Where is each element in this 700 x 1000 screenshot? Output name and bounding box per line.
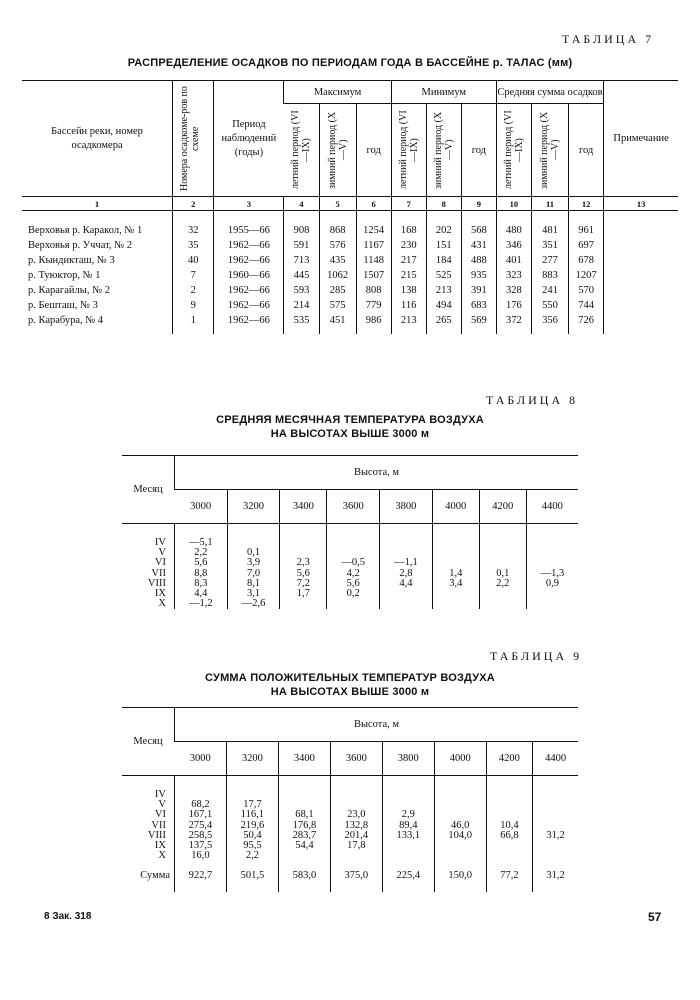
basin-name: р. Бешташ, № 3 (28, 300, 98, 311)
observation-period: 1955—66 (214, 211, 284, 239)
basin-name: Верховья р. Уччат, № 2 (28, 240, 133, 251)
col-number: 7 (391, 197, 426, 211)
value-cell: —1,3 (540, 567, 565, 579)
value-cell (480, 548, 526, 558)
value-cell: 283,7 (292, 829, 317, 841)
value-cell: 356 (531, 313, 568, 334)
note-cell (604, 268, 678, 283)
month-label: IV (154, 537, 166, 548)
value-cell: 68,2 (191, 799, 210, 811)
table8-month-header: Месяц (122, 456, 175, 524)
value-cell (487, 790, 532, 800)
table-row (22, 298, 678, 313)
height-header: 3400 (280, 490, 327, 524)
table-row (22, 313, 678, 334)
value-cell (527, 599, 578, 609)
value-cell: 391 (461, 283, 496, 298)
value-cell (433, 589, 479, 599)
value-cell: 2,8 (399, 567, 413, 579)
height-column-cell (479, 524, 526, 610)
value-cell: 176 (496, 298, 531, 313)
sum-value: 583,0 (278, 861, 330, 891)
value-cell: 935 (461, 268, 496, 283)
height-header: 4000 (434, 742, 486, 776)
value-cell (380, 538, 432, 548)
value-cell (480, 599, 526, 609)
value-cell: 0,1 (246, 547, 261, 559)
header-max-winter: зимний период (X—V) (319, 104, 356, 197)
value-cell (533, 810, 578, 820)
value-cell: 1,7 (296, 587, 310, 599)
table8-title-line1: СРЕДНЯЯ МЕСЯЧНАЯ ТЕМПЕРАТУРА ВОЗДУХА (216, 414, 484, 426)
value-cell: 908 (284, 211, 319, 239)
value-cell: —0,5 (341, 557, 366, 569)
table9-month-header: Месяц (122, 708, 175, 776)
value-cell: 431 (461, 238, 496, 253)
month-label: IX (154, 587, 166, 599)
value-cell: —1,2 (189, 598, 213, 610)
value-cell: 66,8 (500, 829, 519, 841)
table7-label: ТАБЛИЦА 7 (562, 32, 655, 46)
value-cell: 2,2 (194, 547, 208, 559)
value-cell (480, 538, 526, 548)
value-cell: 8,1 (246, 577, 261, 589)
value-cell: 4,2 (346, 567, 360, 579)
sum-value: 31,2 (533, 861, 578, 891)
header-period: Период наблюдений (годы) (214, 81, 284, 197)
value-cell: 351 (531, 238, 568, 253)
value-cell: 151 (426, 238, 461, 253)
value-cell: 494 (426, 298, 461, 313)
value-cell: 744 (569, 298, 604, 313)
value-cell: 451 (319, 313, 356, 334)
value-cell: 265 (426, 313, 461, 334)
col-number: 10 (496, 197, 531, 211)
col-number: 2 (173, 197, 214, 211)
month-label: X (158, 850, 166, 862)
value-cell (433, 599, 479, 609)
value-cell: 683 (461, 298, 496, 313)
value-cell (383, 790, 434, 800)
value-cell (280, 538, 326, 548)
value-cell: 569 (461, 313, 496, 334)
gauge-number: 7 (173, 268, 214, 283)
header-max-summer: летний период (VI—IX) (290, 110, 313, 190)
value-cell: 1207 (569, 268, 604, 283)
value-cell: 176,8 (292, 819, 317, 831)
table8-label: ТАБЛИЦА 8 (486, 393, 579, 407)
sum-value: 77,2 (486, 861, 532, 891)
header-note: Примечание (604, 81, 678, 197)
observation-period: 1960—66 (214, 268, 284, 283)
value-cell (435, 790, 486, 800)
value-cell: 1167 (356, 238, 391, 253)
value-cell: 219,6 (240, 819, 265, 831)
height-header: 3600 (330, 742, 382, 776)
value-cell: 46,0 (451, 819, 470, 831)
height-column-cell (432, 524, 479, 610)
col-number: 6 (356, 197, 391, 211)
header-gauge-no: Номера осадкоме-ров по схеме (173, 81, 214, 197)
height-header: 3200 (226, 742, 278, 776)
value-cell: 568 (461, 211, 496, 239)
height-header: 4400 (526, 490, 578, 524)
height-column-cell (382, 776, 434, 862)
value-cell: 10,4 (500, 819, 519, 831)
height-header: 4000 (432, 490, 479, 524)
month-label: VI (154, 809, 166, 821)
value-cell: 137,5 (188, 839, 213, 851)
value-cell: 17,8 (347, 839, 366, 851)
sum-label: Сумма (140, 870, 170, 882)
gauge-number: 9 (173, 298, 214, 313)
header-min-year: год (461, 104, 496, 197)
height-column-cell (175, 776, 227, 862)
value-cell (279, 790, 330, 800)
value-cell: 1507 (356, 268, 391, 283)
value-cell: 593 (284, 283, 319, 298)
value-cell: 184 (426, 253, 461, 268)
gauge-number: 40 (173, 253, 214, 268)
value-cell: 1062 (319, 268, 356, 283)
value-cell (380, 599, 432, 609)
height-header: 3400 (278, 742, 330, 776)
month-label: VI (154, 557, 166, 569)
value-cell (433, 548, 479, 558)
height-column-cell (330, 776, 382, 862)
value-cell: 116 (391, 298, 426, 313)
gauge-number: 35 (173, 238, 214, 253)
value-cell: 591 (284, 238, 319, 253)
value-cell: 116,1 (240, 809, 265, 821)
header-max: Максимум (284, 81, 391, 104)
value-cell: 488 (461, 253, 496, 268)
value-cell: 213 (426, 283, 461, 298)
value-cell: 2,2 (245, 850, 259, 862)
month-list-cell (122, 524, 175, 610)
value-cell: 779 (356, 298, 391, 313)
sum-value: 225,4 (382, 861, 434, 891)
header-min-winter: зимний период (X—V) (426, 104, 461, 197)
month-label: V (158, 547, 166, 559)
value-cell: 89,4 (399, 819, 418, 831)
value-cell: 8,8 (194, 567, 208, 579)
month-label: X (158, 598, 166, 610)
month-label: VII (151, 567, 166, 579)
value-cell: 241 (531, 283, 568, 298)
value-cell: 7,2 (296, 577, 310, 589)
height-column-cell (434, 776, 486, 862)
month-label: IX (154, 839, 166, 851)
value-cell: 346 (496, 238, 531, 253)
value-cell: 883 (531, 268, 568, 283)
header-avg: Средняя сумма осадков (496, 81, 603, 104)
value-cell: 31,2 (546, 829, 565, 841)
table-row (22, 268, 678, 283)
col-number: 3 (214, 197, 284, 211)
value-cell: 5,6 (296, 567, 310, 579)
gauge-number: 2 (173, 283, 214, 298)
value-cell: 285 (319, 283, 356, 298)
value-cell: 68,1 (295, 809, 314, 821)
height-header: 3800 (382, 742, 434, 776)
table8-title-line2: НА ВЫСОТАХ ВЫШЕ 3000 м (270, 428, 430, 440)
sum-value: 501,5 (226, 861, 278, 891)
value-cell (435, 841, 486, 851)
value-cell: 525 (426, 268, 461, 283)
col-number: 13 (604, 197, 678, 211)
month-label: IV (154, 789, 166, 800)
col-number: 9 (461, 197, 496, 211)
height-column-cell (380, 524, 433, 610)
col-number: 1 (22, 197, 173, 211)
month-label: VII (151, 819, 166, 831)
header-max-year: год (356, 104, 391, 197)
table-row (22, 211, 678, 239)
value-cell: 576 (319, 238, 356, 253)
value-cell (327, 538, 379, 548)
value-cell: 401 (496, 253, 531, 268)
value-cell: 258,5 (188, 829, 213, 841)
value-cell (383, 841, 434, 851)
value-cell: 217 (391, 253, 426, 268)
observation-period: 1962—66 (214, 313, 284, 334)
height-column-cell (526, 524, 578, 610)
basin-name: р. Карабура, № 4 (28, 315, 104, 326)
value-cell: 3,4 (449, 577, 463, 589)
value-cell: 808 (356, 283, 391, 298)
value-cell: 535 (284, 313, 319, 334)
note-cell (604, 211, 678, 239)
value-cell: 3,9 (246, 557, 261, 569)
height-header: 3200 (227, 490, 280, 524)
value-cell: 550 (531, 298, 568, 313)
value-cell: 23,0 (347, 809, 366, 821)
value-cell (527, 538, 578, 548)
value-cell: 961 (569, 211, 604, 239)
value-cell (433, 538, 479, 548)
page-number: 57 (648, 910, 662, 924)
height-column-cell (327, 524, 380, 610)
value-cell: 50,4 (243, 829, 262, 841)
height-header: 3800 (380, 490, 433, 524)
header-min: Минимум (391, 81, 496, 104)
gauge-number: 1 (173, 313, 214, 334)
height-header: 3600 (327, 490, 380, 524)
value-cell: 104,0 (448, 829, 473, 841)
value-cell (527, 548, 578, 558)
value-cell: 372 (496, 313, 531, 334)
footer-order-number: 8 Зак. 318 (44, 911, 92, 922)
table8 (122, 455, 578, 609)
col-number: 5 (319, 197, 356, 211)
value-cell (280, 599, 326, 609)
value-cell: 868 (319, 211, 356, 239)
value-cell (327, 599, 379, 609)
sum-value: 150,0 (434, 861, 486, 891)
height-column-cell (280, 524, 327, 610)
month-label: V (158, 799, 166, 811)
month-list-cell (122, 776, 175, 862)
header-basin: Бассейн реки, номер осадкомера (22, 81, 173, 197)
height-column-cell (175, 524, 228, 610)
table9-label: ТАБЛИЦА 9 (490, 649, 583, 663)
value-cell: 0,1 (496, 567, 510, 579)
height-column-cell (227, 524, 280, 610)
value-cell: 95,5 (243, 839, 262, 851)
value-cell: 138 (391, 283, 426, 298)
value-cell: —5,1 (189, 537, 213, 548)
value-cell: 481 (531, 211, 568, 239)
value-cell: 202 (426, 211, 461, 239)
note-cell (604, 313, 678, 334)
value-cell (533, 800, 578, 810)
value-cell: 168 (391, 211, 426, 239)
value-cell: 3,1 (246, 587, 261, 599)
value-cell (480, 589, 526, 599)
value-cell: 214 (284, 298, 319, 313)
value-cell: 323 (496, 268, 531, 283)
value-cell: 2,2 (496, 577, 510, 589)
value-cell: 1148 (356, 253, 391, 268)
value-cell: 328 (496, 283, 531, 298)
note-cell (604, 283, 678, 298)
value-cell: 133,1 (396, 829, 421, 841)
value-cell: 445 (284, 268, 319, 283)
table-row (22, 238, 678, 253)
table9 (122, 707, 578, 892)
height-header: 4200 (479, 490, 526, 524)
gauge-number: 32 (173, 211, 214, 239)
header-avg-year: год (569, 104, 604, 197)
value-cell: 230 (391, 238, 426, 253)
value-cell: 0,9 (545, 577, 559, 589)
value-cell: 201,4 (344, 829, 369, 841)
basin-name: Верховья р. Каракол, № 1 (28, 225, 143, 236)
value-cell: —2,6 (241, 598, 266, 610)
value-cell: 5,6 (346, 577, 360, 589)
value-cell (533, 790, 578, 800)
table9-title-line1: СУММА ПОЛОЖИТЕЛЬНЫХ ТЕМПЕРАТУР ВОЗДУХА (205, 672, 495, 684)
table7-title: РАСПРЕДЕЛЕНИЕ ОСАДКОВ ПО ПЕРИОДАМ ГОДА В БАССЕЙНЕ р. ТАЛАС (мм) (127, 57, 573, 69)
col-number: 4 (284, 197, 319, 211)
header-avg-winter: зимний период (X—V) (531, 104, 568, 197)
value-cell (487, 841, 532, 851)
height-header: 3000 (175, 490, 228, 524)
value-cell: 1,4 (449, 567, 463, 579)
header-min-summer: летний период (VI—IX) (391, 104, 426, 197)
value-cell: 2,9 (401, 809, 415, 821)
value-cell (533, 851, 578, 861)
month-label: VIII (147, 829, 166, 841)
table7 (22, 80, 678, 334)
height-header: 4200 (486, 742, 532, 776)
value-cell: 726 (569, 313, 604, 334)
value-cell: 275,4 (188, 819, 213, 831)
value-cell: 713 (284, 253, 319, 268)
value-cell: 4,4 (399, 577, 413, 589)
value-cell: 54,4 (295, 839, 314, 851)
value-cell: 986 (356, 313, 391, 334)
table9-height-header: Высота, м (175, 708, 579, 742)
height-column-cell (486, 776, 532, 862)
value-cell (331, 790, 382, 800)
value-cell: 213 (391, 313, 426, 334)
value-cell (435, 800, 486, 810)
value-cell: 435 (319, 253, 356, 268)
value-cell: 697 (569, 238, 604, 253)
value-cell (331, 851, 382, 861)
header-avg-summer: летний период (VI—IX) (496, 104, 531, 197)
value-cell (527, 589, 578, 599)
height-column-cell (533, 776, 578, 862)
value-cell (533, 841, 578, 851)
value-cell: 480 (496, 211, 531, 239)
value-cell: 7,0 (246, 567, 261, 579)
col-number: 11 (531, 197, 568, 211)
table-row (22, 283, 678, 298)
value-cell: 0,2 (346, 587, 360, 599)
value-cell (487, 800, 532, 810)
height-column-cell (278, 776, 330, 862)
value-cell: 570 (569, 283, 604, 298)
note-cell (604, 253, 678, 268)
value-cell: 5,6 (194, 557, 208, 569)
value-cell: 2,3 (296, 557, 310, 569)
col-number: 8 (426, 197, 461, 211)
col-number: 12 (569, 197, 604, 211)
value-cell: 575 (319, 298, 356, 313)
value-cell: 17,7 (243, 799, 262, 811)
value-cell: 132,8 (344, 819, 369, 831)
table9-title-line2: НА ВЫСОТАХ ВЫШЕ 3000 м (270, 686, 430, 698)
note-cell (604, 298, 678, 313)
value-cell (279, 851, 330, 861)
table8-height-header: Высота, м (175, 456, 579, 490)
observation-period: 1962—66 (214, 283, 284, 298)
basin-name: р. Карагайлы, № 2 (28, 285, 110, 296)
note-cell (604, 238, 678, 253)
observation-period: 1962—66 (214, 253, 284, 268)
value-cell: 1254 (356, 211, 391, 239)
month-label: VIII (147, 577, 166, 589)
value-cell: 277 (531, 253, 568, 268)
value-cell (487, 851, 532, 861)
observation-period: 1962—66 (214, 238, 284, 253)
height-header: 3000 (175, 742, 227, 776)
value-cell: 215 (391, 268, 426, 283)
value-cell (383, 851, 434, 861)
value-cell (380, 589, 432, 599)
value-cell (435, 851, 486, 861)
observation-period: 1962—66 (214, 298, 284, 313)
basin-name: р. Кындикташ, № 3 (28, 255, 115, 266)
value-cell: 8,3 (194, 577, 208, 589)
sum-value: 922,7 (175, 861, 227, 891)
basin-name: р. Туюктор, № 1 (28, 270, 101, 281)
table-row (22, 253, 678, 268)
value-cell: —1,1 (394, 557, 418, 569)
value-cell: 16,0 (191, 850, 210, 862)
sum-value: 375,0 (330, 861, 382, 891)
height-column-cell (226, 776, 278, 862)
value-cell: 4,4 (194, 587, 208, 599)
value-cell: 167,1 (188, 809, 213, 821)
value-cell: 678 (569, 253, 604, 268)
height-header: 4400 (533, 742, 578, 776)
